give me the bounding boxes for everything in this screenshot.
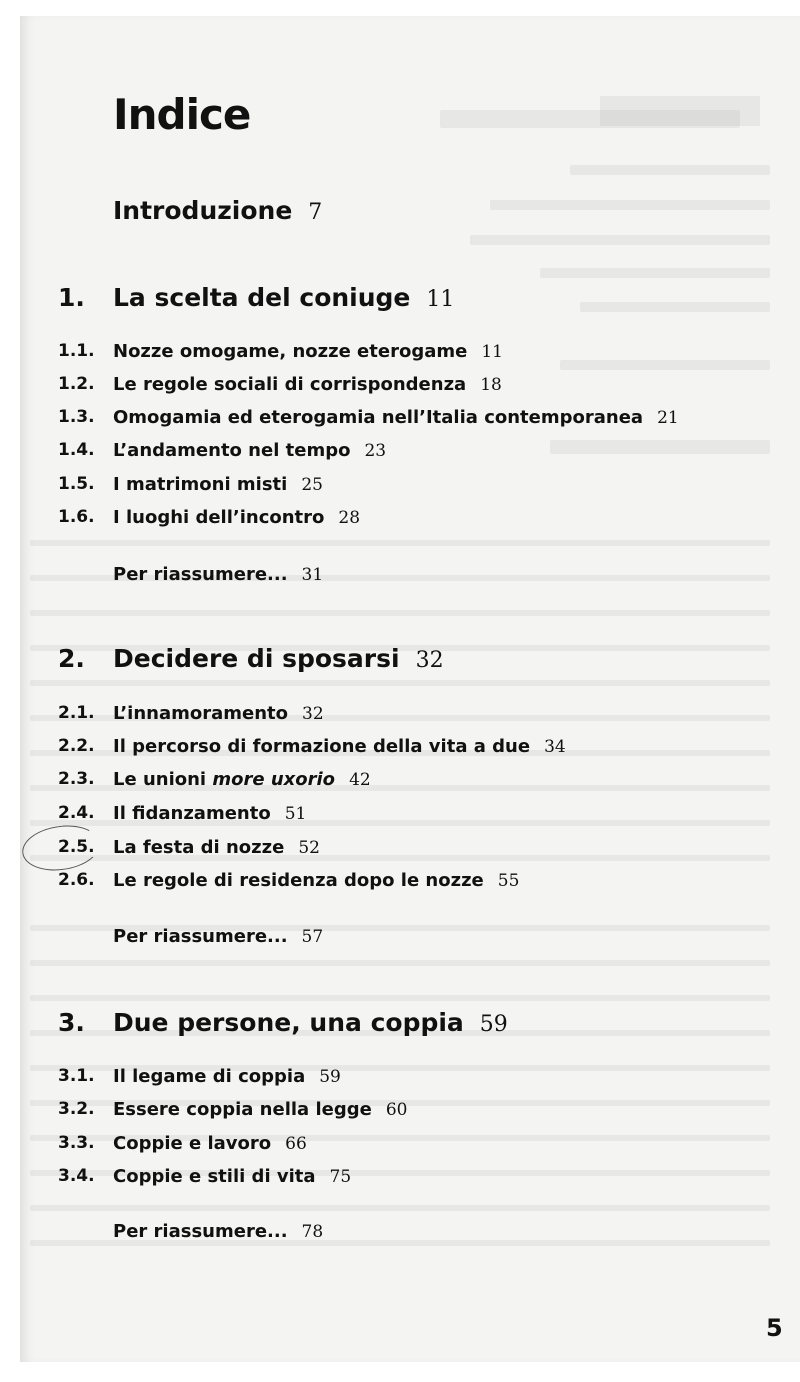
section-entry [113, 1135, 307, 1153]
section-title: I matrimoni misti [113, 474, 288, 495]
chapter-title: La scelta del coniuge [113, 283, 411, 312]
section-title: Le regole sociali di corrispondenza [113, 374, 467, 395]
summary-title: Per riassumere... [113, 564, 288, 585]
chapter-title: Decidere di sposarsi [113, 644, 400, 673]
chapter-entry [113, 646, 444, 672]
section-entry [113, 705, 324, 723]
chapter-number: 2. [58, 644, 85, 673]
section-title: Coppie e lavoro [113, 1133, 272, 1154]
section-page: 18 [480, 375, 502, 395]
section-title: Il legame di coppia [113, 1066, 306, 1087]
section-page: 55 [497, 871, 520, 891]
summary-page: 78 [301, 1222, 324, 1242]
section-title: Il fidanzamento [113, 803, 271, 824]
chapter-entry [113, 1010, 508, 1036]
section-title: Nozze omogame, nozze eterogame [113, 341, 468, 362]
section-number: 2.1. [58, 703, 95, 723]
section-entry [113, 409, 679, 427]
section-title: Coppie e stili di vita [113, 1166, 316, 1187]
section-page: 66 [285, 1134, 307, 1154]
section-title: Essere coppia nella legge [113, 1099, 372, 1120]
section-page: 25 [301, 475, 323, 495]
section-page: 11 [481, 342, 503, 362]
section-entry [113, 771, 371, 789]
section-page: 59 [319, 1067, 341, 1087]
chapter-page: 59 [479, 1012, 508, 1037]
section-page: 32 [302, 704, 324, 724]
section-page: 75 [329, 1167, 352, 1187]
page-title: Indice [113, 90, 251, 139]
section-number: 3.3. [58, 1133, 95, 1153]
chapter-entry [113, 285, 454, 311]
section-number: 3.1. [58, 1066, 95, 1086]
chapter-number: 1. [58, 283, 85, 312]
section-page: 28 [338, 508, 361, 528]
section-entry [113, 805, 306, 823]
section-title: Omogamia ed eterogamia nell’Italia contemporanea [113, 407, 644, 428]
section-title: La festa di nozze [113, 837, 285, 858]
section-number: 1.2. [58, 374, 95, 394]
section-title: Le regole di residenza dopo le nozze [113, 870, 484, 891]
section-title: I luoghi dell’incontro [113, 507, 325, 528]
section-entry [113, 476, 323, 494]
summary-entry [113, 928, 323, 946]
chapter-number: 3. [58, 1008, 85, 1037]
toc-intro-entry [113, 198, 322, 224]
toc-intro-title: Introduzione [113, 196, 293, 225]
section-entry [113, 509, 360, 527]
section-entry [113, 442, 386, 460]
section-entry [113, 738, 566, 756]
section-entry [113, 1168, 351, 1186]
section-entry [113, 1101, 407, 1119]
summary-entry [113, 566, 323, 584]
section-title: L’innamoramento [113, 703, 289, 724]
section-page: 21 [657, 408, 679, 428]
section-page: 52 [298, 838, 320, 858]
summary-page: 31 [301, 565, 324, 585]
section-number: 1.4. [58, 440, 95, 460]
section-number: 2.5. [58, 837, 95, 857]
chapter-title: Due persone, una coppia [113, 1008, 464, 1037]
section-title: Le unioni [113, 769, 207, 790]
summary-entry [113, 1223, 323, 1241]
section-title: Il percorso di formazione della vita a due [113, 736, 531, 757]
summary-title: Per riassumere... [113, 1221, 288, 1242]
section-number: 2.3. [58, 769, 95, 789]
section-entry [113, 1068, 341, 1086]
section-title-italic: more uxorio [212, 769, 336, 790]
section-number: 2.2. [58, 736, 95, 756]
section-page: 51 [284, 804, 307, 824]
section-page: 23 [364, 441, 387, 461]
section-title: L’andamento nel tempo [113, 440, 351, 461]
chapter-page: 11 [426, 287, 455, 312]
chapter-page: 32 [415, 648, 444, 673]
section-entry [113, 839, 320, 857]
summary-title: Per riassumere... [113, 926, 288, 947]
section-entry [113, 376, 502, 394]
section-number: 2.6. [58, 870, 95, 890]
page-number: 5 [766, 1314, 783, 1342]
section-entry [113, 343, 503, 361]
summary-page: 57 [301, 927, 324, 947]
section-page: 60 [385, 1100, 408, 1120]
section-number: 3.2. [58, 1099, 95, 1119]
section-number: 2.4. [58, 803, 95, 823]
section-entry [113, 872, 519, 890]
section-page: 42 [349, 770, 371, 790]
section-number: 1.5. [58, 474, 95, 494]
section-number: 1.3. [58, 407, 95, 427]
section-number: 1.6. [58, 507, 95, 527]
section-page: 34 [544, 737, 566, 757]
toc-intro-page: 7 [308, 200, 323, 225]
section-number: 1.1. [58, 341, 95, 361]
section-number: 3.4. [58, 1166, 95, 1186]
